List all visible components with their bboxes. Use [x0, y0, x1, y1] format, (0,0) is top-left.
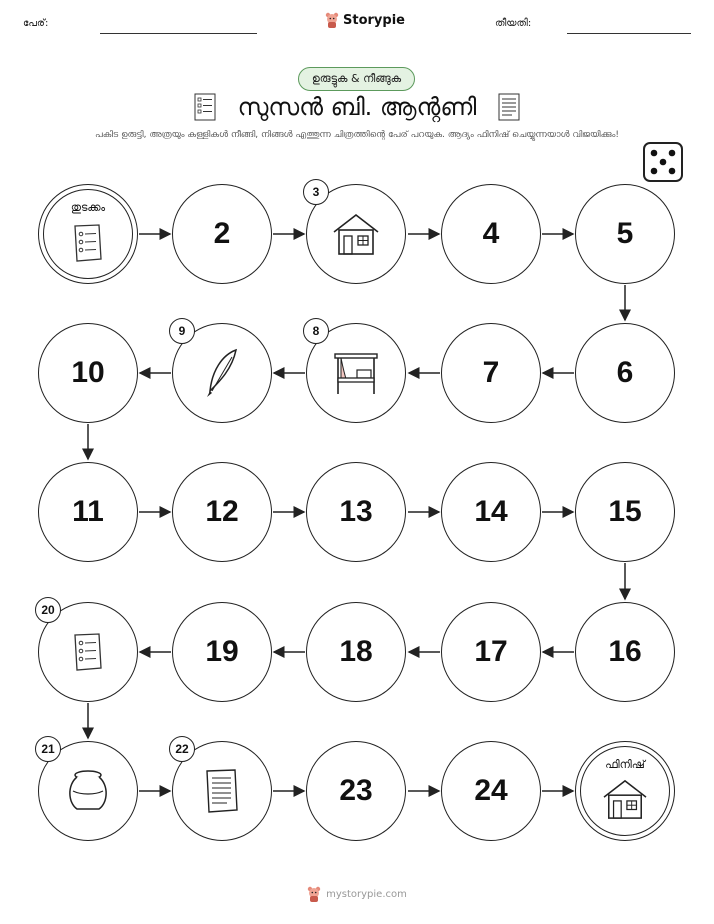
- page-title: സുസൻ ബി. ആന്റണി: [237, 93, 477, 121]
- cell-number: 14: [474, 495, 508, 528]
- desk-icon: [331, 348, 381, 398]
- board-cell-9[interactable]: [172, 323, 272, 423]
- board-cell-19[interactable]: [172, 602, 272, 702]
- cell-badge: 3: [303, 179, 329, 205]
- start-label: തുടക്കം: [70, 201, 106, 214]
- cell-number: 6: [616, 356, 634, 389]
- cell-badge: 21: [35, 736, 61, 762]
- cell-number: 17: [474, 635, 508, 668]
- house-icon: [601, 778, 649, 820]
- name-label: പേര്:: [23, 18, 49, 29]
- board-cell-16[interactable]: [575, 602, 675, 702]
- board-cell-23[interactable]: [306, 741, 406, 841]
- cell-number: 23: [339, 774, 373, 807]
- checklist-icon: [71, 632, 105, 672]
- board-cell-12[interactable]: [172, 462, 272, 562]
- board-cell-17[interactable]: [441, 602, 541, 702]
- cell-number: 12: [205, 495, 239, 528]
- cell-number: 7: [482, 356, 500, 389]
- cell-number: 5: [616, 217, 634, 250]
- board-cell-15[interactable]: [575, 462, 675, 562]
- brand-name: Storypie: [343, 12, 405, 28]
- pot-icon: [65, 769, 111, 813]
- board-cell-24[interactable]: [441, 741, 541, 841]
- cell-number: 13: [339, 495, 373, 528]
- board-cell-8[interactable]: [306, 323, 406, 423]
- game-type-pill: ഉരുട്ടുക & നീങ്ങുക: [298, 67, 415, 91]
- cell-number: 18: [339, 635, 373, 668]
- cell-number: 2: [213, 217, 231, 250]
- cell-badge: 20: [35, 597, 61, 623]
- board-cell-18[interactable]: [306, 602, 406, 702]
- quill-icon: [202, 347, 242, 399]
- cell-number: 10: [71, 356, 105, 389]
- board-cell-7[interactable]: [441, 323, 541, 423]
- board-cell-4[interactable]: [441, 184, 541, 284]
- document-icon: [203, 768, 241, 814]
- board-cell-6[interactable]: [575, 323, 675, 423]
- footer: [0, 886, 714, 902]
- board-cell-21[interactable]: [38, 741, 138, 841]
- cell-number: 24: [474, 774, 508, 807]
- cell-badge: 9: [169, 318, 195, 344]
- cell-number: 15: [608, 495, 642, 528]
- start-cell[interactable]: [38, 184, 138, 284]
- house-icon: [331, 212, 381, 256]
- board-cell-20[interactable]: [38, 602, 138, 702]
- cell-number: 19: [205, 635, 239, 668]
- bear-logo-icon: [307, 886, 321, 902]
- board-cell-10[interactable]: [38, 323, 138, 423]
- board-cell-3[interactable]: [306, 184, 406, 284]
- cell-badge: 22: [169, 736, 195, 762]
- board-cell-14[interactable]: [441, 462, 541, 562]
- checklist-icon: [71, 223, 105, 263]
- cell-number: 16: [608, 635, 642, 668]
- board-cell-22[interactable]: [172, 741, 272, 841]
- footer-url[interactable]: mystorypie.com: [326, 888, 407, 900]
- cell-number: 4: [482, 217, 500, 250]
- board-cell-11[interactable]: [38, 462, 138, 562]
- finish-cell[interactable]: [575, 741, 675, 841]
- board-cell-13[interactable]: [306, 462, 406, 562]
- cell-badge: 8: [303, 318, 329, 344]
- finish-label: ഫിനിഷ്: [605, 758, 645, 771]
- instructions: പകിട ഉരുട്ടി, അത്രയും കള്ളികൾ നീങ്ങി, നിങ്ങൾ എത്തുന്ന ചിത്രത്തിന്റെ പേര് പറയുക. ആദ്യം ഫിനിഷ് ചെയ്യുന്നയാൾ വിജയിക്കും!: [95, 130, 619, 140]
- board-cell-2[interactable]: [172, 184, 272, 284]
- cell-number: 11: [72, 495, 104, 528]
- board-cell-5[interactable]: [575, 184, 675, 284]
- date-label: തീയതി:: [495, 18, 532, 29]
